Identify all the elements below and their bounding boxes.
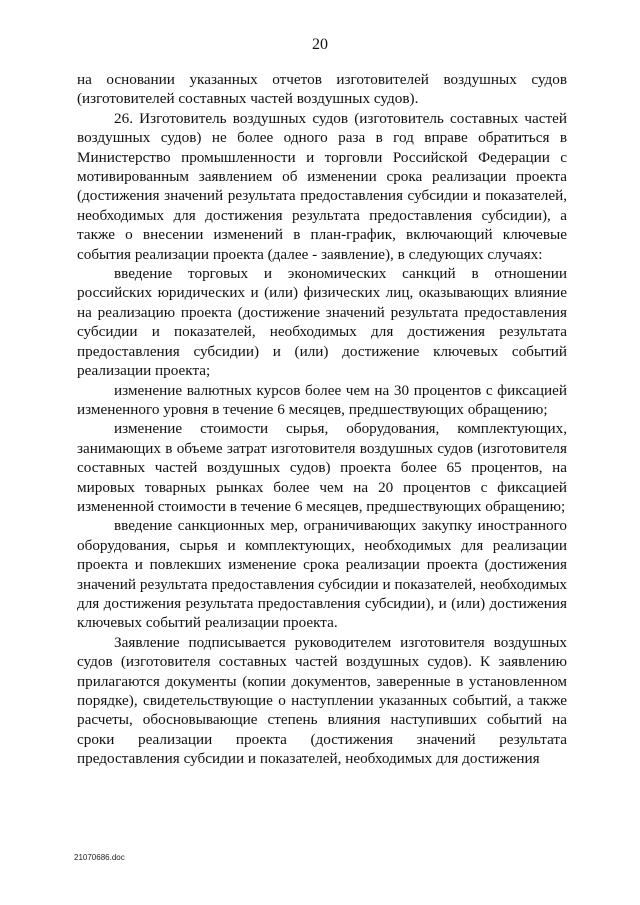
paragraph-clause-26: 26. Изготовитель воздушных судов (изготовитель составных частей воздушных судов) не более одного раза в год вправе обратиться в Министерство промышленности и торговли Российской Федерации с мотивированным заявлением об изменении срока реализации проекта (достижения значений результата предоставления субсидии и показателей, необходимых для достижения результата предоставления субсидии), а также о внесении изменений в план-график, включающий ключевые события реализации проекта (далее - заявление), в следующих случаях:: [77, 109, 567, 263]
paragraph-case-currency: изменение валютных курсов более чем на 30 процентов с фиксацией измененного уровня в течение 6 месяцев, предшествующих обращению;: [77, 381, 567, 418]
document-body: [77, 70, 567, 769]
paragraph-case-import-restrictions: введение санкционных мер, ограничивающих закупку иностранного оборудования, сырья и комплектующих, необходимых для реализации проекта и повлекших изменение срока реализации проекта (достижения значений результата предоставления субсидии и показателей, необходимых для достижения результата предоставления субсидии), и (или) достижения ключевых событий реализации проекта.: [77, 517, 567, 632]
paragraph-application-signing: Заявление подписывается руководителем изготовителя воздушных судов (изготовителя составных частей воздушных судов). К заявлению прилагаются документы (копии документов, заверенные в установленном порядке), свидетельствующие о наступлении указанных событий, а также расчеты, обосновывающие степень влияния наступивших событий на сроки реализации проекта (достижения значений результата предоставления субсидии и показателей, необходимых для достижения: [77, 633, 567, 768]
footer-filename: 21070686.doc: [74, 853, 125, 862]
page-number: 20: [312, 36, 328, 53]
paragraph-continuation: на основании указанных отчетов изготовителей воздушных судов (изготовителей составных частей воздушных судов).: [77, 71, 567, 108]
paragraph-case-sanctions: введение торговых и экономических санкций в отношении российских юридических и (или) физических лиц, оказывающих влияние на реализацию проекта (достижение значений результата предоставления субсидии и показателей, необходимых для достижения результата предоставления субсидии) и (или) достижение ключевых событий реализации проекта;: [77, 265, 567, 380]
paragraph-case-materials-cost: изменение стоимости сырья, оборудования, комплектующих, занимающих в объеме затрат изготовителя воздушных судов (изготовителя составных частей воздушных судов) проекта более 65 процентов, на мировых товарных рынках более чем на 20 процентов с фиксацией измененной стоимости в течение 6 месяцев, предшествующих обращению;: [77, 420, 567, 515]
